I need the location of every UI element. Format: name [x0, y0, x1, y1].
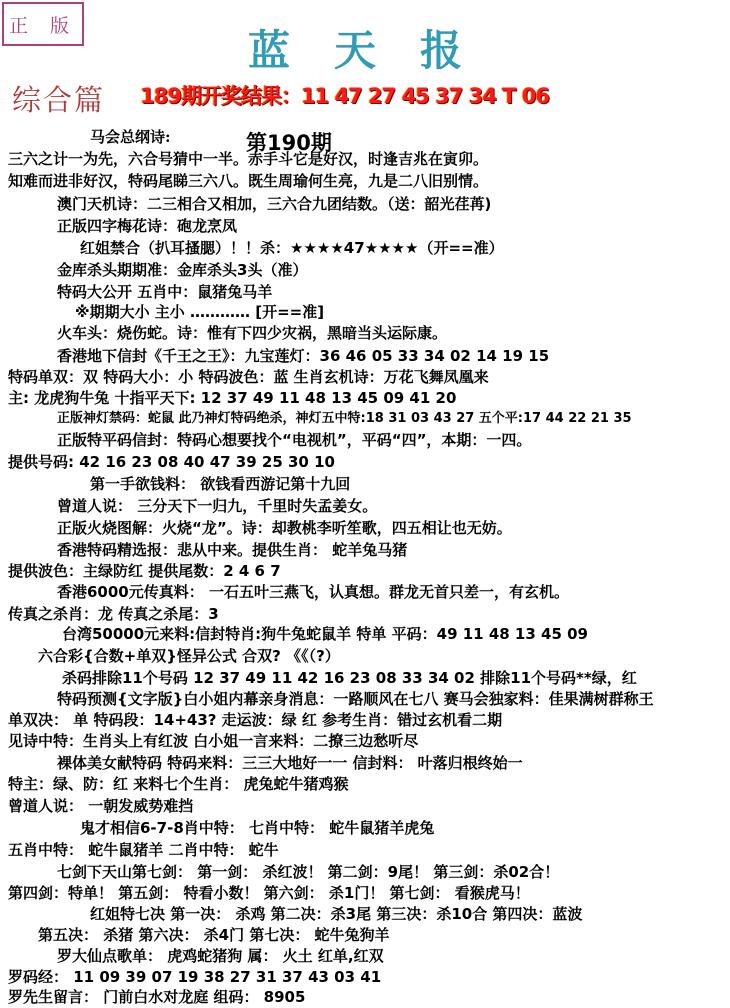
content-line: 正版火烧图解：火烧“龙”。诗：却教桃李听笙歌，四五相让也无妨。 — [57, 519, 512, 537]
content-line: 金库杀头期期准：金库杀头3头（准） — [57, 261, 308, 279]
content-line: 杀码排除11个号码 12 37 49 11 42 16 23 08 33 34 02 排除11个号码**绿，红 — [62, 669, 637, 687]
content-line: 第一手欲钱料： 欲钱看西游记第十九回 — [90, 475, 351, 493]
genuine-stamp: 正 版 — [2, 2, 84, 46]
content-line: 火车头：烧伤蛇。诗：惟有下四少灾祸，黑暗当头运际康。 — [57, 324, 448, 342]
content-line: 提供波色：主绿防红 提供尾数：2 4 6 7 — [8, 562, 281, 580]
content-line: 提供号码: 42 16 23 08 40 47 39 25 30 10 — [8, 453, 335, 471]
content-line: 知难而进非好汉，特码尾睇三六八。既生周瑜何生亮，九是二八旧别情。 — [8, 172, 489, 190]
content-line: 罗大仙点歌单： 虎鸡蛇猪狗 属： 火土 红单,红双 — [57, 947, 384, 965]
content-line: 六合彩{合数+单双}怪异公式 合双? 《《（?） — [38, 647, 340, 665]
content-line: 台湾50000元来料:信封特肖:狗牛兔蛇鼠羊 特单 平码：49 11 48 13 45 09 — [62, 625, 588, 643]
content-line: 罗先生留言： 门前白水对龙庭 组码： 8905 — [8, 988, 306, 1006]
content-line: 澳门天机诗：二三相合又相加，三六合九团结数。（送：韶光荏苒) — [57, 195, 492, 213]
issue-number: 第190期 — [246, 131, 332, 155]
content-line: ※期期大小 主小 ………… [开==准] — [75, 303, 325, 321]
content-line: 马会总纲诗: — [90, 128, 171, 146]
content-line: 曾道人说： 三分天下一归九，千里时失孟姜女。 — [57, 497, 378, 515]
content-line: 第四剑：特单！ 第五剑： 特看小数！ 第六剑： 杀1门！ 第七剑： 看猴虎马！ — [8, 884, 530, 902]
content-line: 特码大公开 五肖中：鼠猪兔马羊 — [57, 283, 273, 301]
content-line: 红姐禁合（扒耳搔腮）！！杀：★★★★47★★★★（开==准） — [80, 239, 504, 257]
content-line: 特主：绿、防：红 来料七个生肖： 虎兔蛇牛猪鸡猴 — [8, 775, 349, 793]
content-line: 见诗中特：生肖头上有红波 白小姐一言来料：二撩三边愁听尽 — [8, 732, 419, 750]
content-line: 七剑下天山第七剑： 第一剑： 杀红波！ 第二剑：9尾！ 第三剑：杀02合！ — [57, 863, 560, 881]
content-line: 鬼才相信6-7-8肖中特： 七肖中特： 蛇牛鼠猪羊虎兔 — [80, 819, 435, 837]
content-line: 香港地下信封《千王之王》：九宝莲灯：36 46 05 33 34 02 14 19 15 — [57, 347, 550, 365]
content-line: 三六之计一为先，六合号猜中一半。赤手斗它是好汉，时逢吉兆在寅卯。 — [8, 150, 489, 168]
content-line: 罗码经： 11 09 39 07 19 38 27 31 37 43 03 41 — [8, 968, 382, 986]
content-line: 裸体美女献特码 特码来料：三三大地好一一 信封料： 叶落归根终始一 — [57, 754, 523, 772]
content-line: 正版神灯禁码：蛇鼠 此乃神灯特码绝杀，神灯五中特:18 31 03 43 27 五个平:17 44 22 21 35 — [57, 411, 632, 426]
content-line: 香港特码精选报：悲从中来。提供生肖： 蛇羊兔马猪 — [57, 541, 408, 559]
content-line: 正版四字梅花诗：砲龙烹凤 — [57, 217, 238, 235]
content-line: 第五决： 杀猪 第六决： 杀4门 第七决： 蛇牛兔狗羊 — [38, 926, 390, 944]
content-line: 曾道人说： 一朝发威势难挡 — [8, 797, 194, 815]
section-title: 综合篇 — [12, 83, 106, 117]
content-line: 正版特平码信封：特码心想要找个“电视机”，平码“四”，本期：一四。 — [57, 431, 532, 449]
content-line: 特码预测{文字版}白小姐内幕亲身消息：一路顺风在七八 赛马会独家料：佳果满树群称王 — [57, 690, 654, 708]
previous-draw-result: 189期开奖结果：11 47 27 45 37 34 T 06 — [140, 84, 549, 108]
content-line: 主: 龙虎狗牛兔 十指平天下: 12 37 49 11 48 13 45 09 41 20 — [8, 389, 457, 407]
content-line: 五肖中特： 蛇牛鼠猪羊 二肖中特： 蛇牛 — [8, 841, 279, 859]
content-line: 单双决： 单 特码段：14+43? 走运波：绿 红 参考生肖：错过玄机看二期 — [8, 711, 503, 729]
content-line: 传真之杀肖：龙 传真之杀尾：3 — [8, 605, 219, 623]
page-title: 蓝天报 — [248, 26, 507, 75]
content-line: 特码单双：双 特码大小：小 特码波色：蓝 生肖玄机诗：万花飞舞凤凰来 — [8, 368, 489, 386]
content-line: 红姐特七决 第一决： 杀鸡 第二决：杀3尾 第三决：杀10合 第四决：蓝波 — [90, 905, 583, 923]
content-line: 香港6000元传真料： 一石五叶三燕飞，认真想。群龙无首只差一，有玄机。 — [57, 583, 569, 601]
